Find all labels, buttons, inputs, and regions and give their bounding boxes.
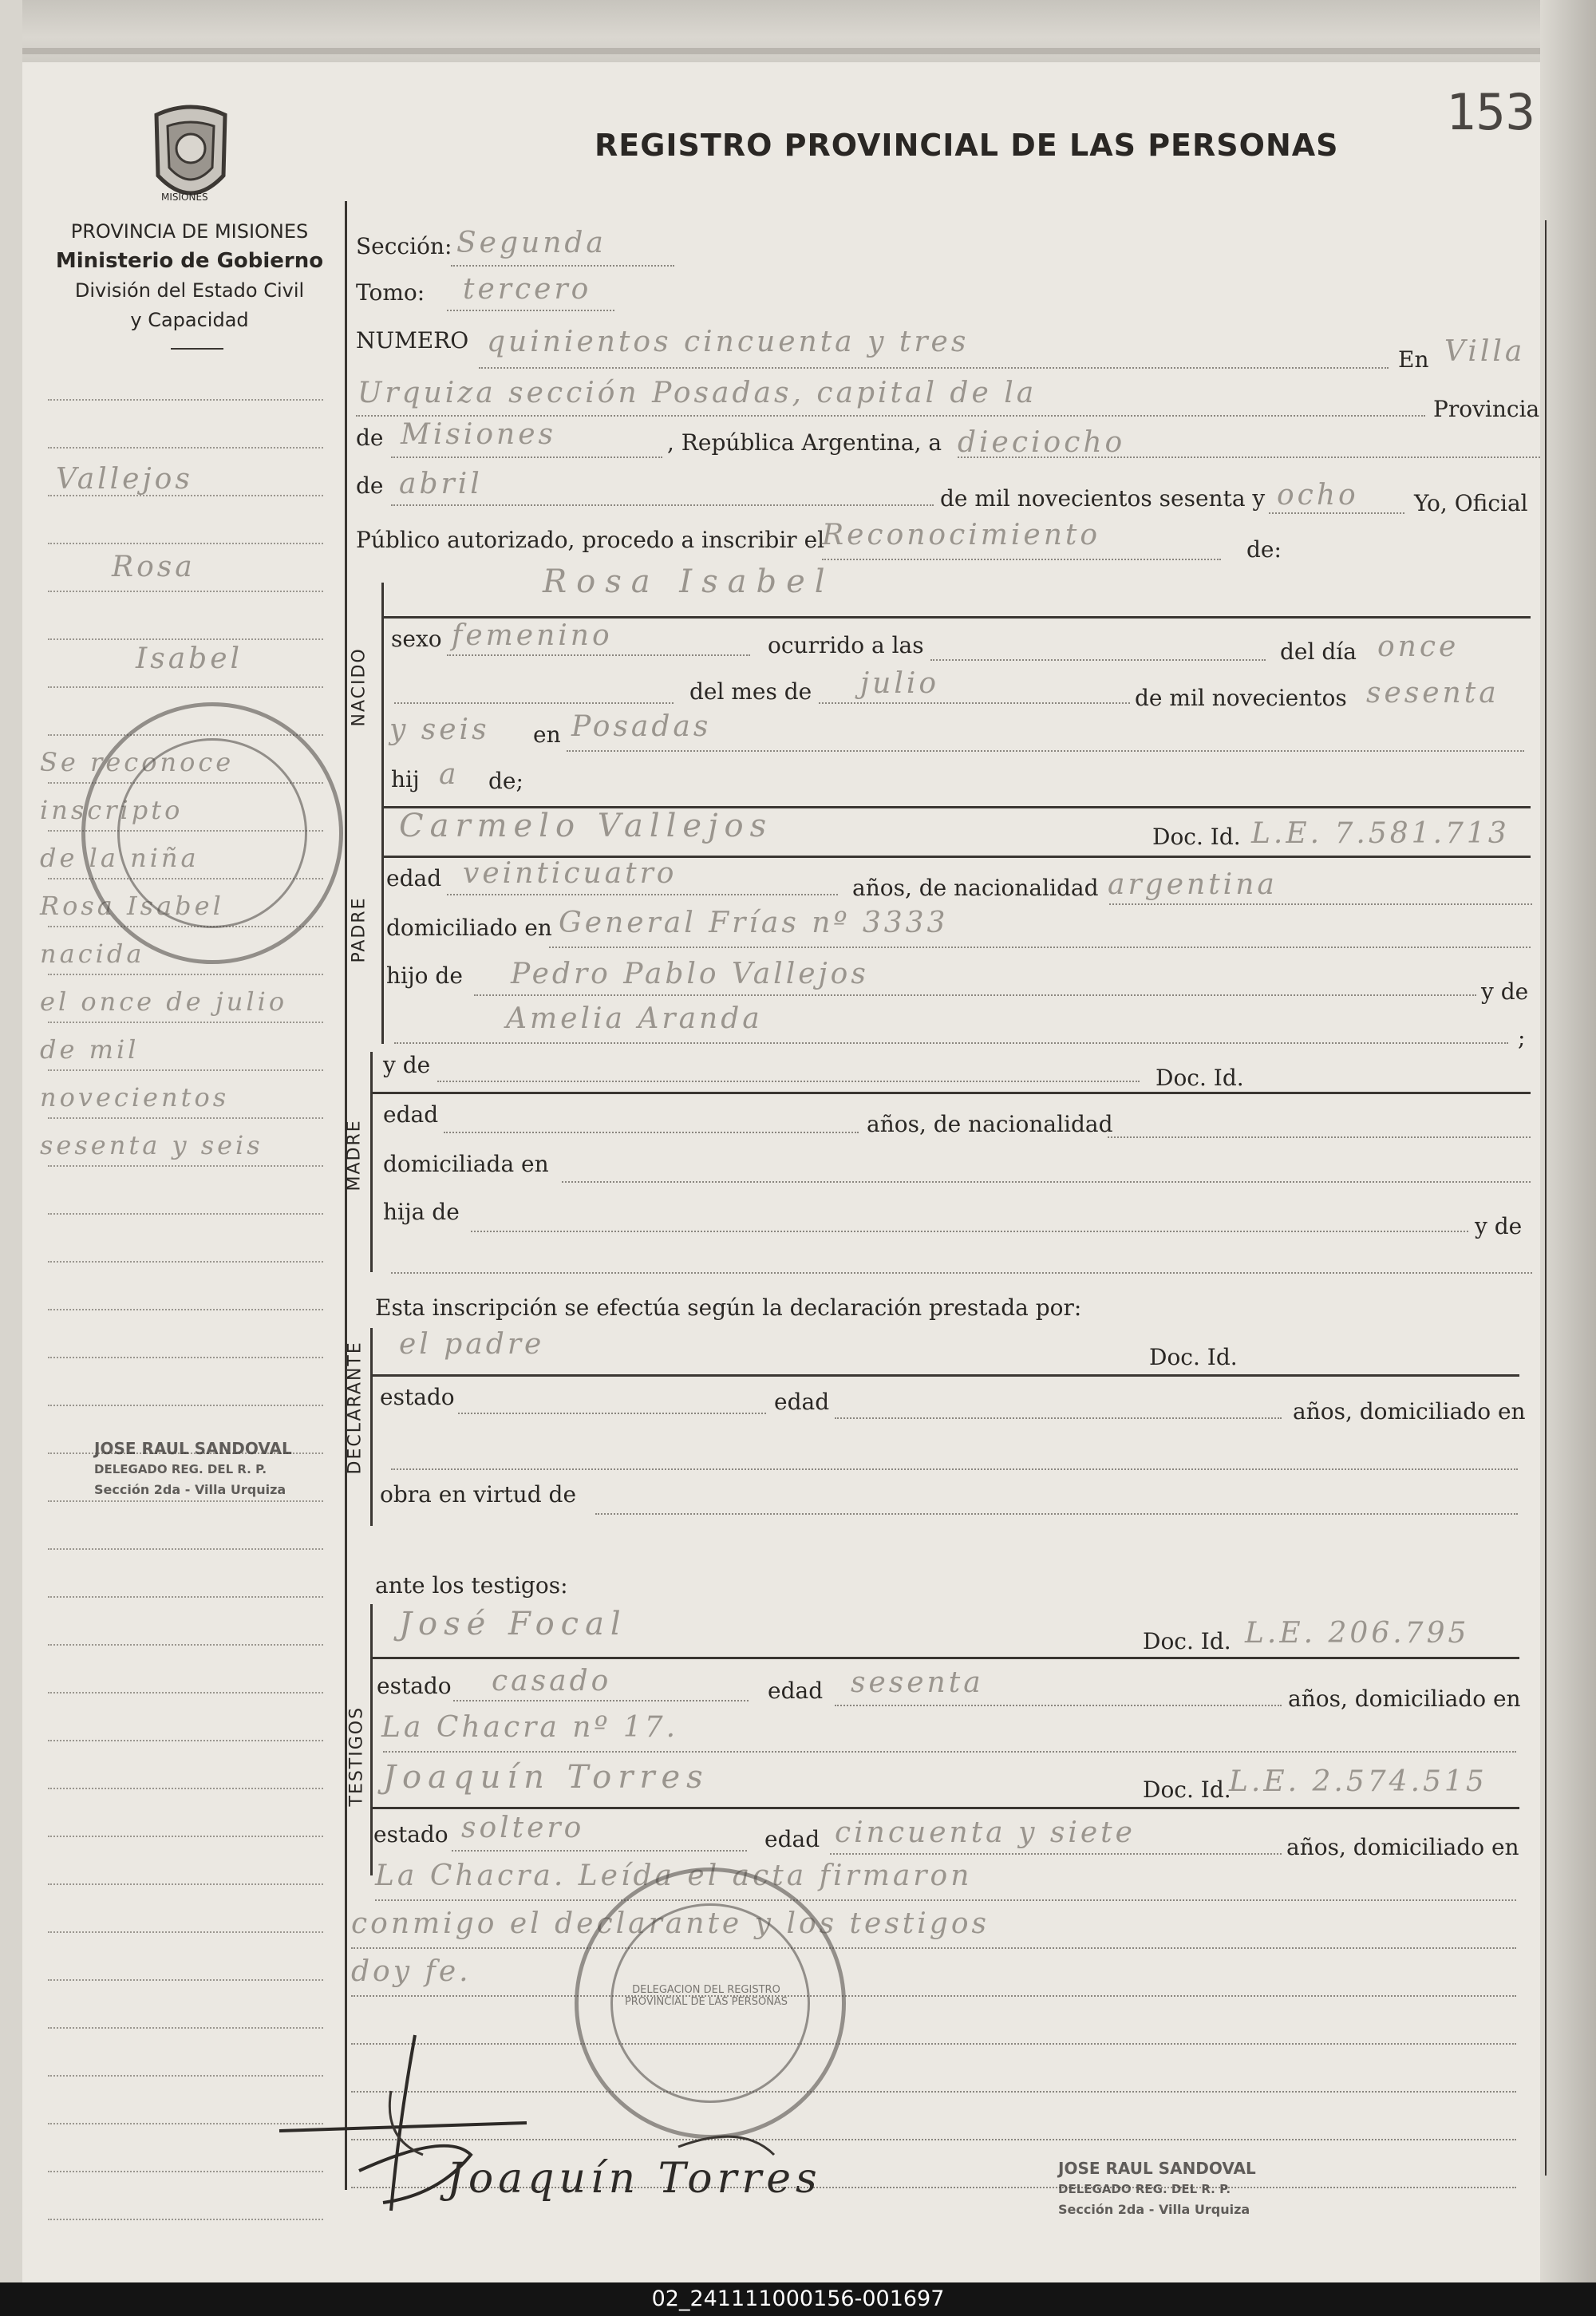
padre-section-label: PADRE <box>349 896 369 963</box>
margin-official-stamp: JOSE RAUL SANDOVAL DELEGADO REG. DEL R. P. Sección 2da - Villa Urquiza <box>94 1439 292 1497</box>
cierre-line1: conmigo el declarante y los testigos <box>351 1907 990 1940</box>
testigo2-edad-value: cincuenta y siete <box>835 1816 1136 1849</box>
declarante-nombre: el padre <box>399 1328 545 1361</box>
testigo1-nombre: José Focal <box>399 1606 627 1642</box>
numero-label: NUMERO <box>356 327 469 354</box>
padre-edad-label: edad <box>386 865 442 891</box>
testigo2-nombre: Joaquín Torres <box>383 1759 709 1796</box>
declarante-anios-label: años, domiciliado en <box>1293 1398 1526 1425</box>
padre-doc-label: Doc. Id. <box>1152 824 1241 850</box>
nacido-section-label: NACIDO <box>349 647 369 727</box>
testigo1-estado-value: casado <box>492 1665 612 1697</box>
mil-label: de mil novecientos sesenta y <box>940 485 1266 512</box>
tomo-value: tercero <box>463 273 592 306</box>
name-rule <box>381 616 1531 619</box>
dia-value-nacido: once <box>1377 630 1460 663</box>
binding-edge <box>0 0 22 2282</box>
tomo-label: Tomo: <box>356 279 425 306</box>
padre-nombre: Carmelo Vallejos <box>399 808 773 844</box>
testigo2-doc-label: Doc. Id. <box>1143 1777 1231 1803</box>
hij-value: a <box>439 758 460 791</box>
mes-value: abril <box>399 468 483 500</box>
testigos-section-label: TESTIGOS <box>346 1705 367 1807</box>
mil-nacido-label: de mil novecientos <box>1135 685 1347 711</box>
cierre-line2: doy fe. <box>351 1955 472 1988</box>
anio-value-nacido: sesenta <box>1366 677 1499 709</box>
declarante-estado-label: estado <box>380 1384 455 1410</box>
republica-label: , República Argentina, a <box>667 429 942 456</box>
anio-value: ocho <box>1277 479 1359 512</box>
declarante-intro: Esta inscripción se efectúa según la declaración prestada por: <box>375 1294 1082 1321</box>
hij-label: hij <box>391 766 420 792</box>
madre-yde2-label: y de <box>1475 1213 1523 1239</box>
madre-hija-label: hija de <box>383 1199 460 1225</box>
issuer-province: PROVINCIA DE MISIONES <box>70 220 309 243</box>
issuer-ministry: Ministerio de Gobierno <box>55 249 324 273</box>
official-stamp: JOSE RAUL SANDOVAL DELEGADO REG. DEL R. P. Sección 2da - Villa Urquiza <box>1058 2159 1256 2217</box>
margin-firstname: Rosa <box>112 551 196 583</box>
padre-hijo-value: Pedro Pablo Vallejos <box>511 958 869 990</box>
testigo1-anios-label: años, domiciliado en <box>1288 1686 1521 1712</box>
madre-domicilio-label: domiciliada en <box>383 1151 549 1177</box>
page-number: 153 <box>1446 83 1535 141</box>
obra-label: obra en virtud de <box>380 1481 577 1508</box>
de-label: de <box>356 425 384 451</box>
padre-madre-value: Amelia Aranda <box>506 1002 763 1035</box>
sexo-value: femenino <box>452 619 613 652</box>
main-left-rule <box>345 201 347 2190</box>
en-label: En <box>1398 346 1429 373</box>
hij-de-label: de; <box>488 768 523 794</box>
madre-anios-label: años, de nacionalidad <box>867 1111 1113 1137</box>
testigo1-edad-label: edad <box>768 1678 824 1704</box>
binding-strip <box>0 0 1596 62</box>
testigos-intro: ante los testigos: <box>375 1572 568 1599</box>
margin-middlename: Isabel <box>136 642 243 675</box>
publico-label: Público autorizado, procedo a inscribir el <box>356 527 825 553</box>
page-stack-edge <box>1540 0 1596 2282</box>
declarante-edad-label: edad <box>774 1389 830 1415</box>
declarante-doc-label: Doc. Id. <box>1149 1344 1238 1370</box>
padre-edad-value: veinticuatro <box>463 857 678 890</box>
main-right-rule <box>1545 220 1547 2176</box>
dia-value: dieciocho <box>958 426 1126 459</box>
testigo2-estado-value: soltero <box>461 1812 585 1844</box>
seccion-value: Segunda <box>456 227 606 259</box>
testigo2-domicilio: La Chacra. Leída el acta firmaron <box>375 1860 973 1892</box>
padre-semicolon: ; <box>1518 1025 1526 1051</box>
dia-label: del día <box>1280 638 1357 665</box>
padre-doc-value: L.E. 7.581.713 <box>1251 817 1510 850</box>
numero-value: quinientos cincuenta y tres <box>487 326 970 358</box>
en-value: Villa <box>1444 335 1526 368</box>
testigo2-edad-label: edad <box>764 1826 820 1852</box>
issuer-division: División del Estado Civil <box>74 279 305 302</box>
padre-yde-label: y de <box>1481 978 1529 1005</box>
testigo2-estado-label: estado <box>373 1821 448 1848</box>
seccion-label: Sección: <box>356 233 452 259</box>
ocurrido-label: ocurrido a las <box>768 632 924 658</box>
padre-nacionalidad: argentina <box>1108 868 1278 901</box>
testigo1-doc-value: L.E. 206.795 <box>1245 1617 1470 1650</box>
madre-edad-label: edad <box>383 1101 439 1128</box>
yo-oficial-label: Yo, Oficial <box>1414 490 1528 516</box>
provincia-label: Provincia <box>1433 396 1540 422</box>
madre-section-label: MADRE <box>344 1119 365 1192</box>
en-nacido-label: en <box>533 721 561 748</box>
signature: Joaquín Torres <box>447 2155 822 2203</box>
margin-seal <box>81 702 343 964</box>
header-rule <box>171 348 223 350</box>
madre-doc-label: Doc. Id. <box>1156 1065 1244 1091</box>
page-title: REGISTRO PROVINCIAL DE LAS PERSONAS <box>595 128 1339 163</box>
issuer-capacity: y Capacidad <box>130 309 249 331</box>
image-id-footer: 02_241111000156-001697 <box>0 2282 1596 2316</box>
testigo2-doc-value: L.E. 2.574.515 <box>1229 1765 1487 1798</box>
declarante-section-label: DECLARANTE <box>345 1341 365 1475</box>
locality-value: Urquiza sección Posadas, capital de la <box>358 377 1037 409</box>
de-value: Misiones <box>401 418 557 451</box>
emblem-label: MISIONES <box>161 192 208 203</box>
margin-surname: Vallejos <box>56 463 193 496</box>
de3-label: de: <box>1246 536 1282 563</box>
testigo1-domicilio: La Chacra nº 17. <box>381 1711 679 1744</box>
de2-label: de <box>356 472 384 499</box>
issuer-block <box>0 217 379 335</box>
madre-yde-label: y de <box>383 1052 431 1078</box>
testigo1-estado-label: estado <box>377 1673 452 1699</box>
anio2-value-nacido: y seis <box>389 713 490 746</box>
testigo1-edad-value: sesenta <box>851 1666 984 1699</box>
acto-value: Reconocimiento <box>822 519 1101 551</box>
padre-anios-label: años, de nacionalidad <box>852 875 1099 901</box>
padre-domicilio-label: domiciliado en <box>386 915 552 941</box>
registered-name: Rosa Isabel <box>543 563 835 600</box>
lugar-value: Posadas <box>571 710 712 743</box>
testigo2-anios-label: años, domiciliado en <box>1286 1834 1519 1860</box>
mes-value-nacido: julio <box>860 667 940 700</box>
sexo-label: sexo <box>391 626 442 652</box>
mes-label: del mes de <box>689 678 812 705</box>
padre-domicilio-value: General Frías nº 3333 <box>559 907 949 939</box>
margin-note-block: Se reconoce inscripto de la niña Rosa Isabel nacida el once de julio de mil novecientos sesenta y seis <box>40 747 288 1160</box>
padre-hijo-label: hijo de <box>386 962 463 989</box>
seal-text: DELEGACION DEL REGISTRO PROVINCIAL DE LAS PERSONAS <box>624 1984 788 2008</box>
testigo1-doc-label: Doc. Id. <box>1143 1628 1231 1654</box>
